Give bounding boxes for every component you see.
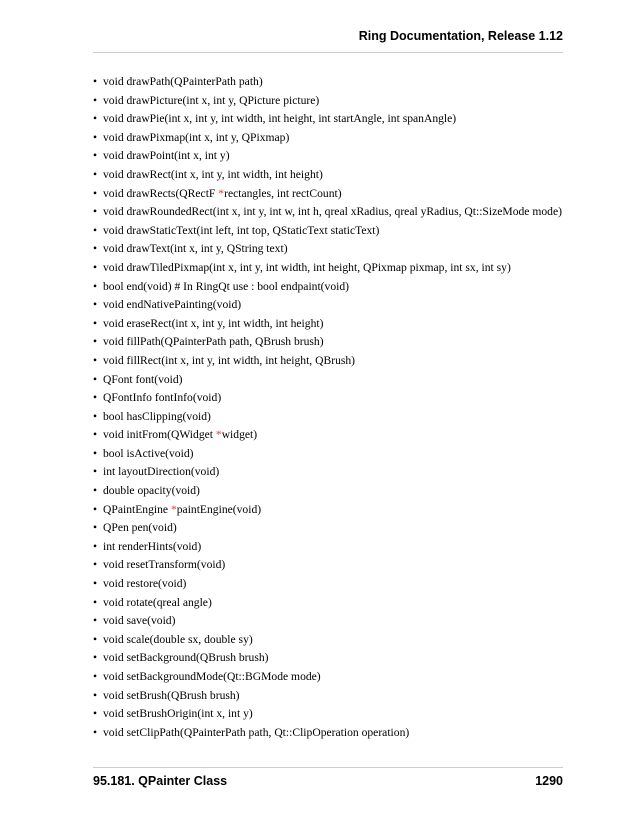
method-signature: bool isActive(void) bbox=[103, 446, 194, 460]
bullet-icon: • bbox=[93, 149, 98, 163]
bullet-icon: • bbox=[93, 521, 98, 535]
bullet-icon: • bbox=[93, 167, 98, 181]
bullet-icon: • bbox=[93, 353, 98, 367]
method-signature: void restore(void) bbox=[103, 577, 187, 591]
bullet-icon: • bbox=[93, 279, 98, 293]
bullet-icon: • bbox=[93, 484, 98, 498]
bullet-icon: • bbox=[93, 335, 98, 349]
list-item bbox=[93, 575, 562, 594]
method-signature: void setBrushOrigin(int x, int y) bbox=[103, 707, 253, 721]
page-header: Ring Documentation, Release 1.12 bbox=[358, 29, 563, 43]
list-item bbox=[93, 315, 562, 334]
bullet-icon: • bbox=[93, 298, 98, 312]
list-item bbox=[93, 185, 562, 204]
method-signature: void drawRects(QRectF bbox=[103, 186, 219, 200]
footer-page-number: 1290 bbox=[535, 774, 563, 788]
list-item bbox=[93, 147, 562, 166]
bullet-icon: • bbox=[93, 75, 98, 88]
list-item bbox=[93, 724, 562, 743]
method-signature: bool hasClipping(void) bbox=[103, 409, 211, 423]
method-signature: void drawPicture(int x, int y, QPicture picture) bbox=[103, 93, 320, 107]
list-item bbox=[93, 259, 562, 278]
bullet-icon: • bbox=[93, 651, 98, 665]
bullet-icon: • bbox=[93, 465, 98, 479]
method-signature: void setBrush(QBrush brush) bbox=[103, 688, 240, 702]
list-item bbox=[93, 594, 562, 613]
list-item bbox=[93, 352, 562, 371]
list-item bbox=[93, 222, 562, 241]
bullet-icon: • bbox=[93, 112, 98, 126]
method-signature-rest: widget) bbox=[221, 428, 258, 442]
list-item bbox=[93, 408, 562, 427]
method-list bbox=[93, 73, 562, 742]
method-signature: void save(void) bbox=[103, 614, 176, 628]
footer-divider bbox=[93, 767, 563, 768]
method-signature: void drawPath(QPainterPath path) bbox=[103, 75, 263, 88]
list-item bbox=[93, 73, 562, 92]
method-signature: void drawPie(int x, int y, int width, int height, int startAngle, int spanAngle) bbox=[103, 112, 457, 126]
method-signature: void scale(double sx, double sy) bbox=[103, 632, 253, 646]
method-signature: void initFrom(QWidget bbox=[103, 428, 216, 442]
bullet-icon: • bbox=[93, 539, 98, 553]
method-signature: QPaintEngine bbox=[103, 502, 171, 516]
method-signature: void setClipPath(QPainterPath path, Qt::ClipOperation operation) bbox=[103, 725, 410, 739]
bullet-icon: • bbox=[93, 502, 98, 516]
method-signature: bool end(void) # In RingQt use : bool endpaint(void) bbox=[103, 279, 350, 293]
method-signature: QPen pen(void) bbox=[103, 521, 177, 535]
pointer-marker: * bbox=[215, 428, 222, 442]
method-signature: void resetTransform(void) bbox=[103, 558, 226, 572]
method-signature: void drawPoint(int x, int y) bbox=[103, 149, 230, 163]
method-signature: void drawPixmap(int x, int y, QPixmap) bbox=[103, 130, 290, 144]
method-signature: QFont font(void) bbox=[103, 372, 183, 386]
method-signature: void setBackgroundMode(Qt::BGMode mode) bbox=[103, 670, 321, 683]
pointer-marker: * bbox=[170, 502, 177, 516]
list-item bbox=[93, 612, 562, 631]
list-item bbox=[93, 519, 562, 538]
list-item bbox=[93, 203, 562, 222]
list-item bbox=[93, 240, 562, 259]
pointer-marker: * bbox=[218, 186, 225, 200]
list-item bbox=[93, 649, 562, 668]
bullet-icon: • bbox=[93, 595, 98, 609]
bullet-icon: • bbox=[93, 725, 98, 739]
bullet-icon: • bbox=[93, 223, 98, 237]
list-item bbox=[93, 556, 562, 575]
method-signature: void drawText(int x, int y, QString text) bbox=[103, 242, 288, 256]
list-item bbox=[93, 463, 562, 482]
bullet-icon: • bbox=[93, 577, 98, 591]
list-item bbox=[93, 668, 562, 687]
bullet-icon: • bbox=[93, 186, 98, 200]
method-signature: void fillRect(int x, int y, int width, int height, QBrush) bbox=[103, 353, 356, 367]
bullet-icon: • bbox=[93, 707, 98, 721]
list-item bbox=[93, 278, 562, 297]
bullet-icon: • bbox=[93, 93, 98, 107]
list-item bbox=[93, 501, 562, 520]
list-item bbox=[93, 296, 562, 315]
bullet-icon: • bbox=[93, 614, 98, 628]
method-signature: int layoutDirection(void) bbox=[103, 465, 220, 479]
list-item bbox=[93, 371, 562, 390]
bullet-icon: • bbox=[93, 632, 98, 646]
header-divider bbox=[93, 52, 563, 53]
method-signature: void eraseRect(int x, int y, int width, int height) bbox=[103, 316, 324, 330]
footer-section-title: 95.181. QPainter Class bbox=[93, 774, 228, 788]
method-signature-rest: rectangles, int rectCount) bbox=[224, 186, 342, 200]
bullet-icon: • bbox=[93, 260, 98, 274]
bullet-icon: • bbox=[93, 688, 98, 702]
method-signature: void drawRect(int x, int y, int width, int height) bbox=[103, 167, 323, 181]
method-signature: void drawTiledPixmap(int x, int y, int width, int height, QPixmap pixmap, int sx, int sy) bbox=[103, 260, 511, 274]
list-item bbox=[93, 538, 562, 557]
method-signature: void drawRoundedRect(int x, int y, int w, int h, qreal xRadius, qreal yRadius, Qt::SizeMode mode) bbox=[103, 205, 562, 219]
method-signature: void drawStaticText(int left, int top, QStaticText staticText) bbox=[103, 223, 380, 237]
method-signature-rest: paintEngine(void) bbox=[176, 502, 262, 516]
list-item bbox=[93, 389, 562, 408]
list-item bbox=[93, 129, 562, 148]
bullet-icon: • bbox=[93, 205, 98, 219]
method-signature: QFontInfo fontInfo(void) bbox=[103, 391, 222, 405]
bullet-icon: • bbox=[93, 558, 98, 572]
bullet-icon: • bbox=[93, 130, 98, 144]
method-signature: int renderHints(void) bbox=[103, 539, 202, 553]
method-signature: void fillPath(QPainterPath path, QBrush brush) bbox=[103, 335, 324, 349]
bullet-icon: • bbox=[93, 446, 98, 460]
list-item bbox=[93, 687, 562, 706]
list-item bbox=[93, 166, 562, 185]
list-item bbox=[93, 333, 562, 352]
method-signature: void endNativePainting(void) bbox=[103, 298, 242, 312]
list-item bbox=[93, 631, 562, 650]
bullet-icon: • bbox=[93, 316, 98, 330]
method-signature: double opacity(void) bbox=[103, 484, 200, 498]
bullet-icon: • bbox=[93, 391, 98, 405]
method-signature: void setBackground(QBrush brush) bbox=[103, 651, 269, 665]
list-item bbox=[93, 92, 562, 111]
bullet-icon: • bbox=[93, 372, 98, 386]
list-item bbox=[93, 482, 562, 501]
list-item bbox=[93, 110, 562, 129]
list-item bbox=[93, 426, 562, 445]
method-signature: void rotate(qreal angle) bbox=[103, 595, 212, 609]
list-item bbox=[93, 705, 562, 724]
list-item bbox=[93, 445, 562, 464]
bullet-icon: • bbox=[93, 428, 98, 442]
bullet-icon: • bbox=[93, 409, 98, 423]
bullet-icon: • bbox=[93, 670, 98, 683]
bullet-icon: • bbox=[93, 242, 98, 256]
